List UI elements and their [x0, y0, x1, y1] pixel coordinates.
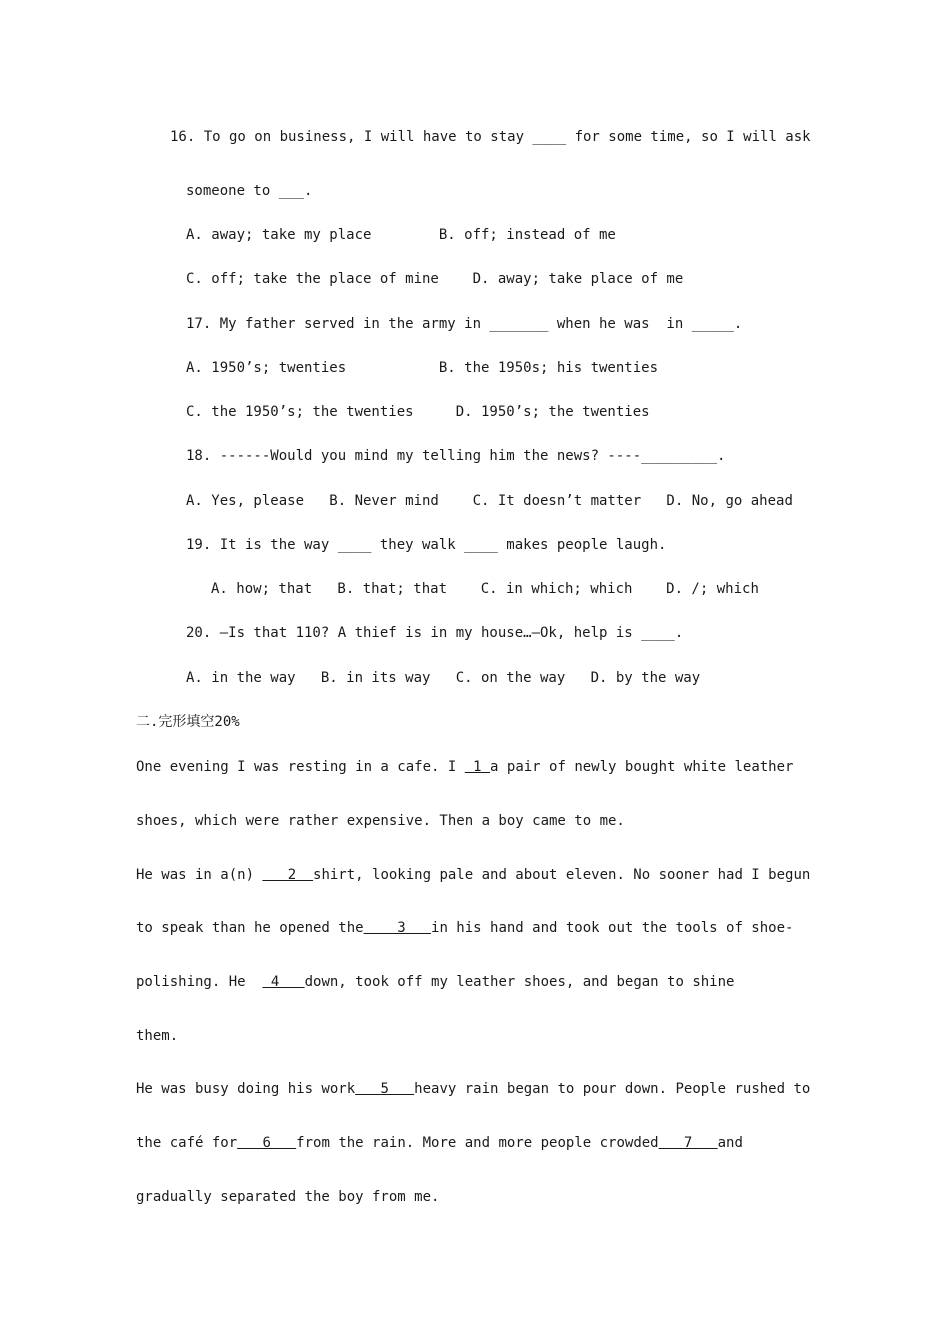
- cloze-blank-4: 4: [262, 974, 305, 990]
- cloze-line-8: [136, 1134, 743, 1152]
- cloze-blank-7: 7: [658, 1135, 718, 1151]
- cloze-text: to speak than he opened the: [136, 920, 364, 936]
- cloze-text: He was in a(n): [136, 867, 263, 883]
- cloze-text: shirt, looking pale and about eleven. No sooner had I begun: [313, 867, 811, 883]
- cloze-text: from the rain. More and more people crowded: [296, 1135, 659, 1151]
- q20-options: A. in the way B. in its way C. on the way D. by the way: [186, 670, 701, 686]
- q20-stem: 20. —Is that 110? A thief is in my house…—Ok, help is ____.: [186, 625, 684, 641]
- cloze-line-5: [136, 973, 734, 991]
- cloze-blank-2: 2: [262, 867, 314, 883]
- q16-options-cd: C. off; take the place of mine D. away; take place of me: [186, 271, 684, 287]
- q17-options-cd: C. the 1950’s; the twenties D. 1950’s; the twenties: [186, 404, 650, 420]
- cloze-text: down, took off my leather shoes, and began to shine: [304, 974, 735, 990]
- cloze-text: polishing. He: [136, 974, 263, 990]
- cloze-text: and: [717, 1135, 743, 1151]
- cloze-text: He was busy doing his work: [136, 1081, 356, 1097]
- section-title: 二.完形填空20%: [136, 714, 240, 730]
- cloze-line-2: shoes, which were rather expensive. Then a boy came to me.: [136, 813, 625, 829]
- cloze-text: the café for: [136, 1135, 238, 1151]
- cloze-line-4: [136, 919, 793, 937]
- cloze-text: One evening I was resting in a cafe. I: [136, 759, 465, 775]
- cloze-line-7: [136, 1080, 810, 1098]
- q17-options-ab: A. 1950’s; twenties B. the 1950s; his twenties: [186, 360, 659, 376]
- cloze-blank-6: 6: [237, 1135, 297, 1151]
- cloze-line-6: them.: [136, 1028, 179, 1044]
- cloze-line-1: [136, 758, 793, 776]
- cloze-text: in his hand and took out the tools of shoe-: [431, 920, 794, 936]
- cloze-line-9: gradually separated the boy from me.: [136, 1189, 440, 1205]
- q16-stem-continued: someone to ___.: [186, 183, 313, 199]
- q16-options-ab: A. away; take my place B. off; instead of me: [186, 227, 616, 243]
- cloze-blank-3: 3: [363, 920, 432, 936]
- q16-stem: 16. To go on business, I will have to stay ____ for some time, so I will ask: [170, 129, 811, 145]
- cloze-blank-1: 1: [464, 759, 491, 775]
- q18-stem: 18. ------Would you mind my telling him the news? ----_________.: [186, 448, 726, 464]
- cloze-line-3: [136, 866, 810, 884]
- q17-stem: 17. My father served in the army in _______ when he was in _____.: [186, 316, 743, 332]
- cloze-text: a pair of newly bought white leather: [490, 759, 794, 775]
- cloze-blank-5: 5: [355, 1081, 415, 1097]
- cloze-text: heavy rain began to pour down. People rushed to: [414, 1081, 811, 1097]
- q19-options: A. how; that B. that; that C. in which; which D. /; which: [211, 581, 759, 597]
- q19-stem: 19. It is the way ____ they walk ____ makes people laugh.: [186, 537, 667, 553]
- q18-options: A. Yes, please B. Never mind C. It doesn’t matter D. No, go ahead: [186, 493, 793, 509]
